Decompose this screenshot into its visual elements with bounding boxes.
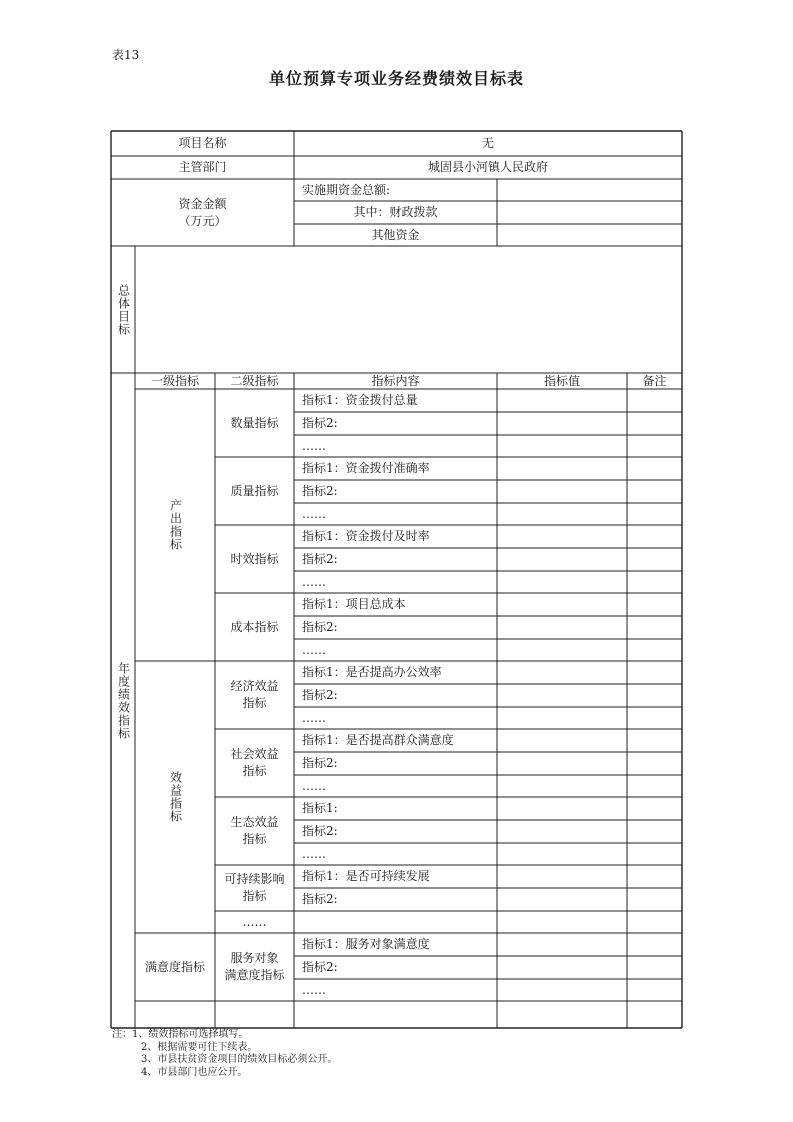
indicator-content-row: …… (302, 982, 326, 997)
funds-total-label: 实施期资金总额: (302, 182, 391, 197)
indicator-note-cell (627, 729, 682, 752)
indicator-content-row: …… (302, 778, 326, 793)
footnote-4: 4、市县部门也应公开。 (141, 1066, 248, 1078)
indicator-note-cell (627, 979, 682, 1001)
indicator-value-cell (497, 661, 627, 684)
indicator-content-row: 指标2: (302, 484, 338, 498)
department-label: 主管部门 (178, 160, 227, 174)
indicator-note-cell (627, 707, 682, 729)
indicator-content-row: 指标2: (302, 824, 338, 838)
indicator-value-cell (497, 684, 627, 707)
funds-fiscal-value (497, 201, 682, 224)
project-name-label: 项目名称 (178, 136, 227, 150)
indicator-content-row: 指标1：是否提高办公效率 (302, 665, 442, 679)
header-content: 指标内容 (371, 373, 420, 388)
overall-goal-label-text: 总体目标 (116, 283, 131, 336)
indicator-value-cell (497, 775, 627, 797)
indicator-value-cell (497, 525, 627, 548)
indicator-value-cell (497, 843, 627, 865)
indicator-value-cell (497, 389, 627, 412)
indicator-content-row: 指标2: (302, 892, 338, 906)
indicator-note-cell (627, 571, 682, 593)
indicator-note-cell (627, 888, 682, 911)
header-value: 指标值 (543, 373, 580, 388)
indicator-note-cell (627, 389, 682, 412)
indicator-note-cell (627, 956, 682, 979)
level2-indicator: 质量指标 (230, 483, 279, 498)
indicator-content-row: 指标1：服务对象满意度 (302, 937, 430, 951)
indicator-content-row: 指标2: (302, 620, 338, 634)
department-value: 城固县小河镇人民政府 (427, 160, 548, 174)
funds-total-value (497, 179, 682, 201)
funds-fiscal-label: 其中：财政拨款 (353, 205, 438, 219)
indicator-value-cell (497, 480, 627, 503)
indicator-content-row: 指标1：资金拨付准确率 (302, 461, 430, 475)
level1-indicator (135, 389, 215, 661)
level1-indicator-text: 效益指标 (168, 771, 183, 823)
indicator-content-row: 指标1: (302, 801, 338, 815)
indicator-content-row: 指标2: (302, 688, 338, 702)
indicator-content-row: …… (302, 642, 326, 657)
header-level1: 一级指标 (150, 373, 199, 388)
indicator-content-row: 指标2: (302, 416, 338, 430)
indicator-value-cell (497, 639, 627, 661)
indicator-value-cell (497, 616, 627, 639)
indicator-content-row (294, 911, 497, 933)
footnote-3: 3、市县扶贫资金项目的绩效目标必须公开。 (141, 1054, 338, 1065)
header-note: 备注 (642, 373, 667, 388)
indicator-note-cell (627, 616, 682, 639)
indicator-note-cell (627, 820, 682, 843)
header-level2: 二级指标 (230, 373, 279, 388)
funds-other-label: 其他资金 (371, 227, 420, 242)
indicator-note-cell (627, 865, 682, 888)
indicator-content-row: 指标2: (302, 960, 338, 974)
indicator-value-cell (497, 729, 627, 752)
indicator-note-cell (627, 684, 682, 707)
indicator-value-cell (497, 435, 627, 457)
indicator-note-cell (627, 548, 682, 571)
indicator-content-row: …… (302, 438, 326, 453)
level2-indicator: 社会效益 指标 (230, 747, 279, 778)
level2-indicator: 可持续影响 指标 (224, 872, 285, 903)
indicator-content-row: 指标1：是否提高群众满意度 (302, 733, 454, 747)
level1-indicator (135, 661, 215, 933)
indicator-content-row: 指标1：资金拨付总量 (302, 393, 418, 407)
indicator-value-cell (497, 797, 627, 820)
indicator-value-cell (497, 707, 627, 729)
indicator-note-cell (627, 661, 682, 684)
indicator-content-row: 指标2: (302, 756, 338, 770)
indicator-value-cell (497, 457, 627, 480)
indicator-content-row: …… (302, 846, 326, 861)
indicator-note-cell (627, 797, 682, 820)
indicator-note-cell (627, 412, 682, 435)
indicator-value-cell (497, 865, 627, 888)
indicator-note-cell (627, 639, 682, 661)
footnote-1: 注：1、绩效指标可选择填写。 (112, 1029, 249, 1040)
level2-indicator: 生态效益 指标 (230, 815, 279, 846)
level2-indicator: 服务对象 满意度指标 (224, 951, 285, 982)
footnotes (112, 1029, 337, 1079)
annual-indicators-label (111, 373, 135, 1028)
indicator-value-cell (497, 752, 627, 775)
table-number: 表13 (112, 48, 140, 62)
indicator-note-cell (627, 593, 682, 616)
funds-amount-label: 资金金额 （万元） (178, 196, 227, 228)
indicator-value-cell (497, 820, 627, 843)
annual-indicators-label-text: 年度绩效指标 (116, 661, 131, 740)
indicator-value-cell (497, 911, 627, 933)
overall-goal-label (111, 246, 135, 373)
indicator-note-cell (627, 503, 682, 525)
funds-other-value (497, 224, 682, 246)
indicator-note-cell (627, 457, 682, 480)
level1-indicator: 满意度指标 (144, 959, 205, 974)
indicator-value-cell (497, 979, 627, 1001)
indicator-note-cell (627, 480, 682, 503)
level2-indicator: 时效指标 (230, 551, 279, 566)
indicator-content-row: 指标1：是否可持续发展 (302, 869, 430, 883)
project-name-value: 无 (481, 136, 494, 150)
indicator-note-cell (627, 911, 682, 933)
indicator-value-cell (497, 548, 627, 571)
indicator-content-row: 指标2: (302, 552, 338, 566)
indicator-content-row: …… (302, 710, 326, 725)
level2-indicator: 成本指标 (230, 619, 279, 634)
indicator-note-cell (627, 435, 682, 457)
indicator-note-cell (627, 775, 682, 797)
indicator-value-cell (497, 593, 627, 616)
indicator-value-cell (497, 412, 627, 435)
level2-indicator: 经济效益 指标 (230, 679, 279, 710)
indicator-content-row: …… (302, 506, 326, 521)
indicator-value-cell (497, 933, 627, 956)
page-title: 单位预算专项业务经费绩效目标表 (268, 69, 524, 88)
indicator-content-row: 指标1：项目总成本 (302, 597, 406, 611)
level2-indicator: …… (242, 914, 267, 929)
indicator-note-cell (627, 843, 682, 865)
indicator-note-cell (627, 752, 682, 775)
indicator-value-cell (497, 503, 627, 525)
footnote-2: 2、根据需要可往下续表。 (141, 1041, 258, 1053)
level1-indicator-text: 产出指标 (168, 499, 183, 551)
indicator-note-cell (627, 933, 682, 956)
overall-goal-content (135, 246, 682, 373)
level2-indicator: 数量指标 (230, 415, 279, 430)
indicator-value-cell (497, 571, 627, 593)
indicator-content-row: …… (302, 574, 326, 589)
indicator-value-cell (497, 888, 627, 911)
indicator-content-row: 指标1：资金拨付及时率 (302, 529, 430, 543)
indicator-note-cell (627, 525, 682, 548)
indicator-value-cell (497, 956, 627, 979)
